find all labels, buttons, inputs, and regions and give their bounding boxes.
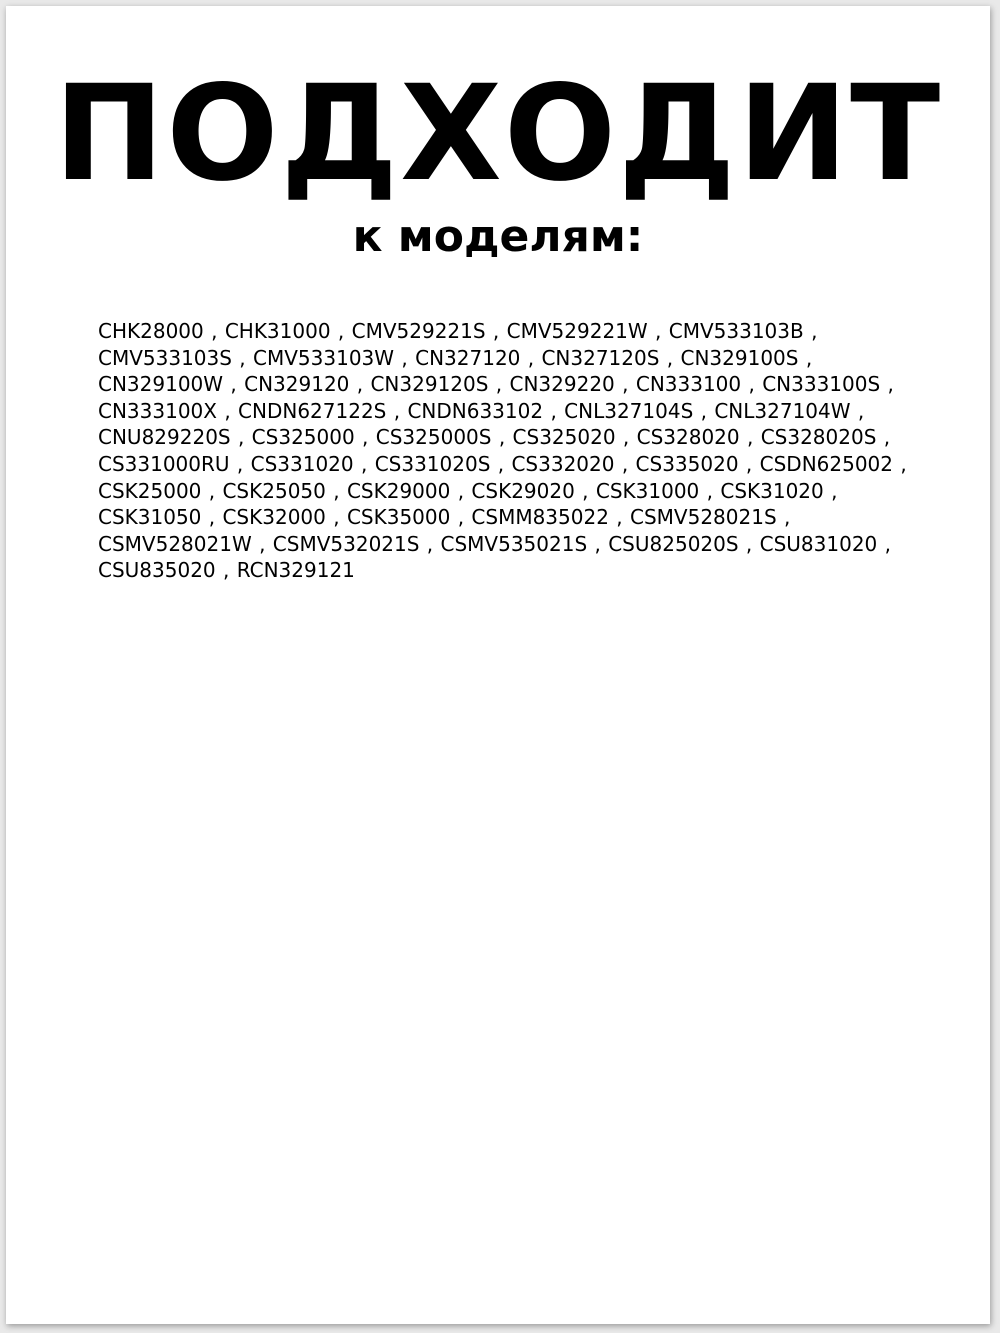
- page-subtitle: к моделям:: [352, 211, 644, 262]
- document-page: [6, 6, 990, 1324]
- model-list: CHK28000 , CHK31000 , CMV529221S , CMV529221W , CMV533103B , CMV533103S , CMV533103W , CN327120 , CN327120S , CN329100S , CN329100W , CN329120 , CN329120S , CN329220 , CN333100 , CN333100S , CN333100X , CNDN627122S , CNDN633102 , CNL327104S , CNL327104W , CNU829220S , CS325000 , CS325000S , CS325020 , CS328020 , CS328020S , CS331000RU , CS331020 , CS331020S , CS332020 , CS335020 , CSDN625002 , CSK25000 , CSK25050 , CSK29000 , CSK29020 , CSK31000 , CSK31020 , CSK31050 , CSK32000 , CSK35000 , CSMM835022 , CSMV528021S , CSMV528021W , CSMV532021S , CSMV535021S , CSU825020S , CSU831020 , CSU835020 , RCN329121: [98, 319, 907, 583]
- page-title: ПОДХОДИТ: [53, 57, 943, 211]
